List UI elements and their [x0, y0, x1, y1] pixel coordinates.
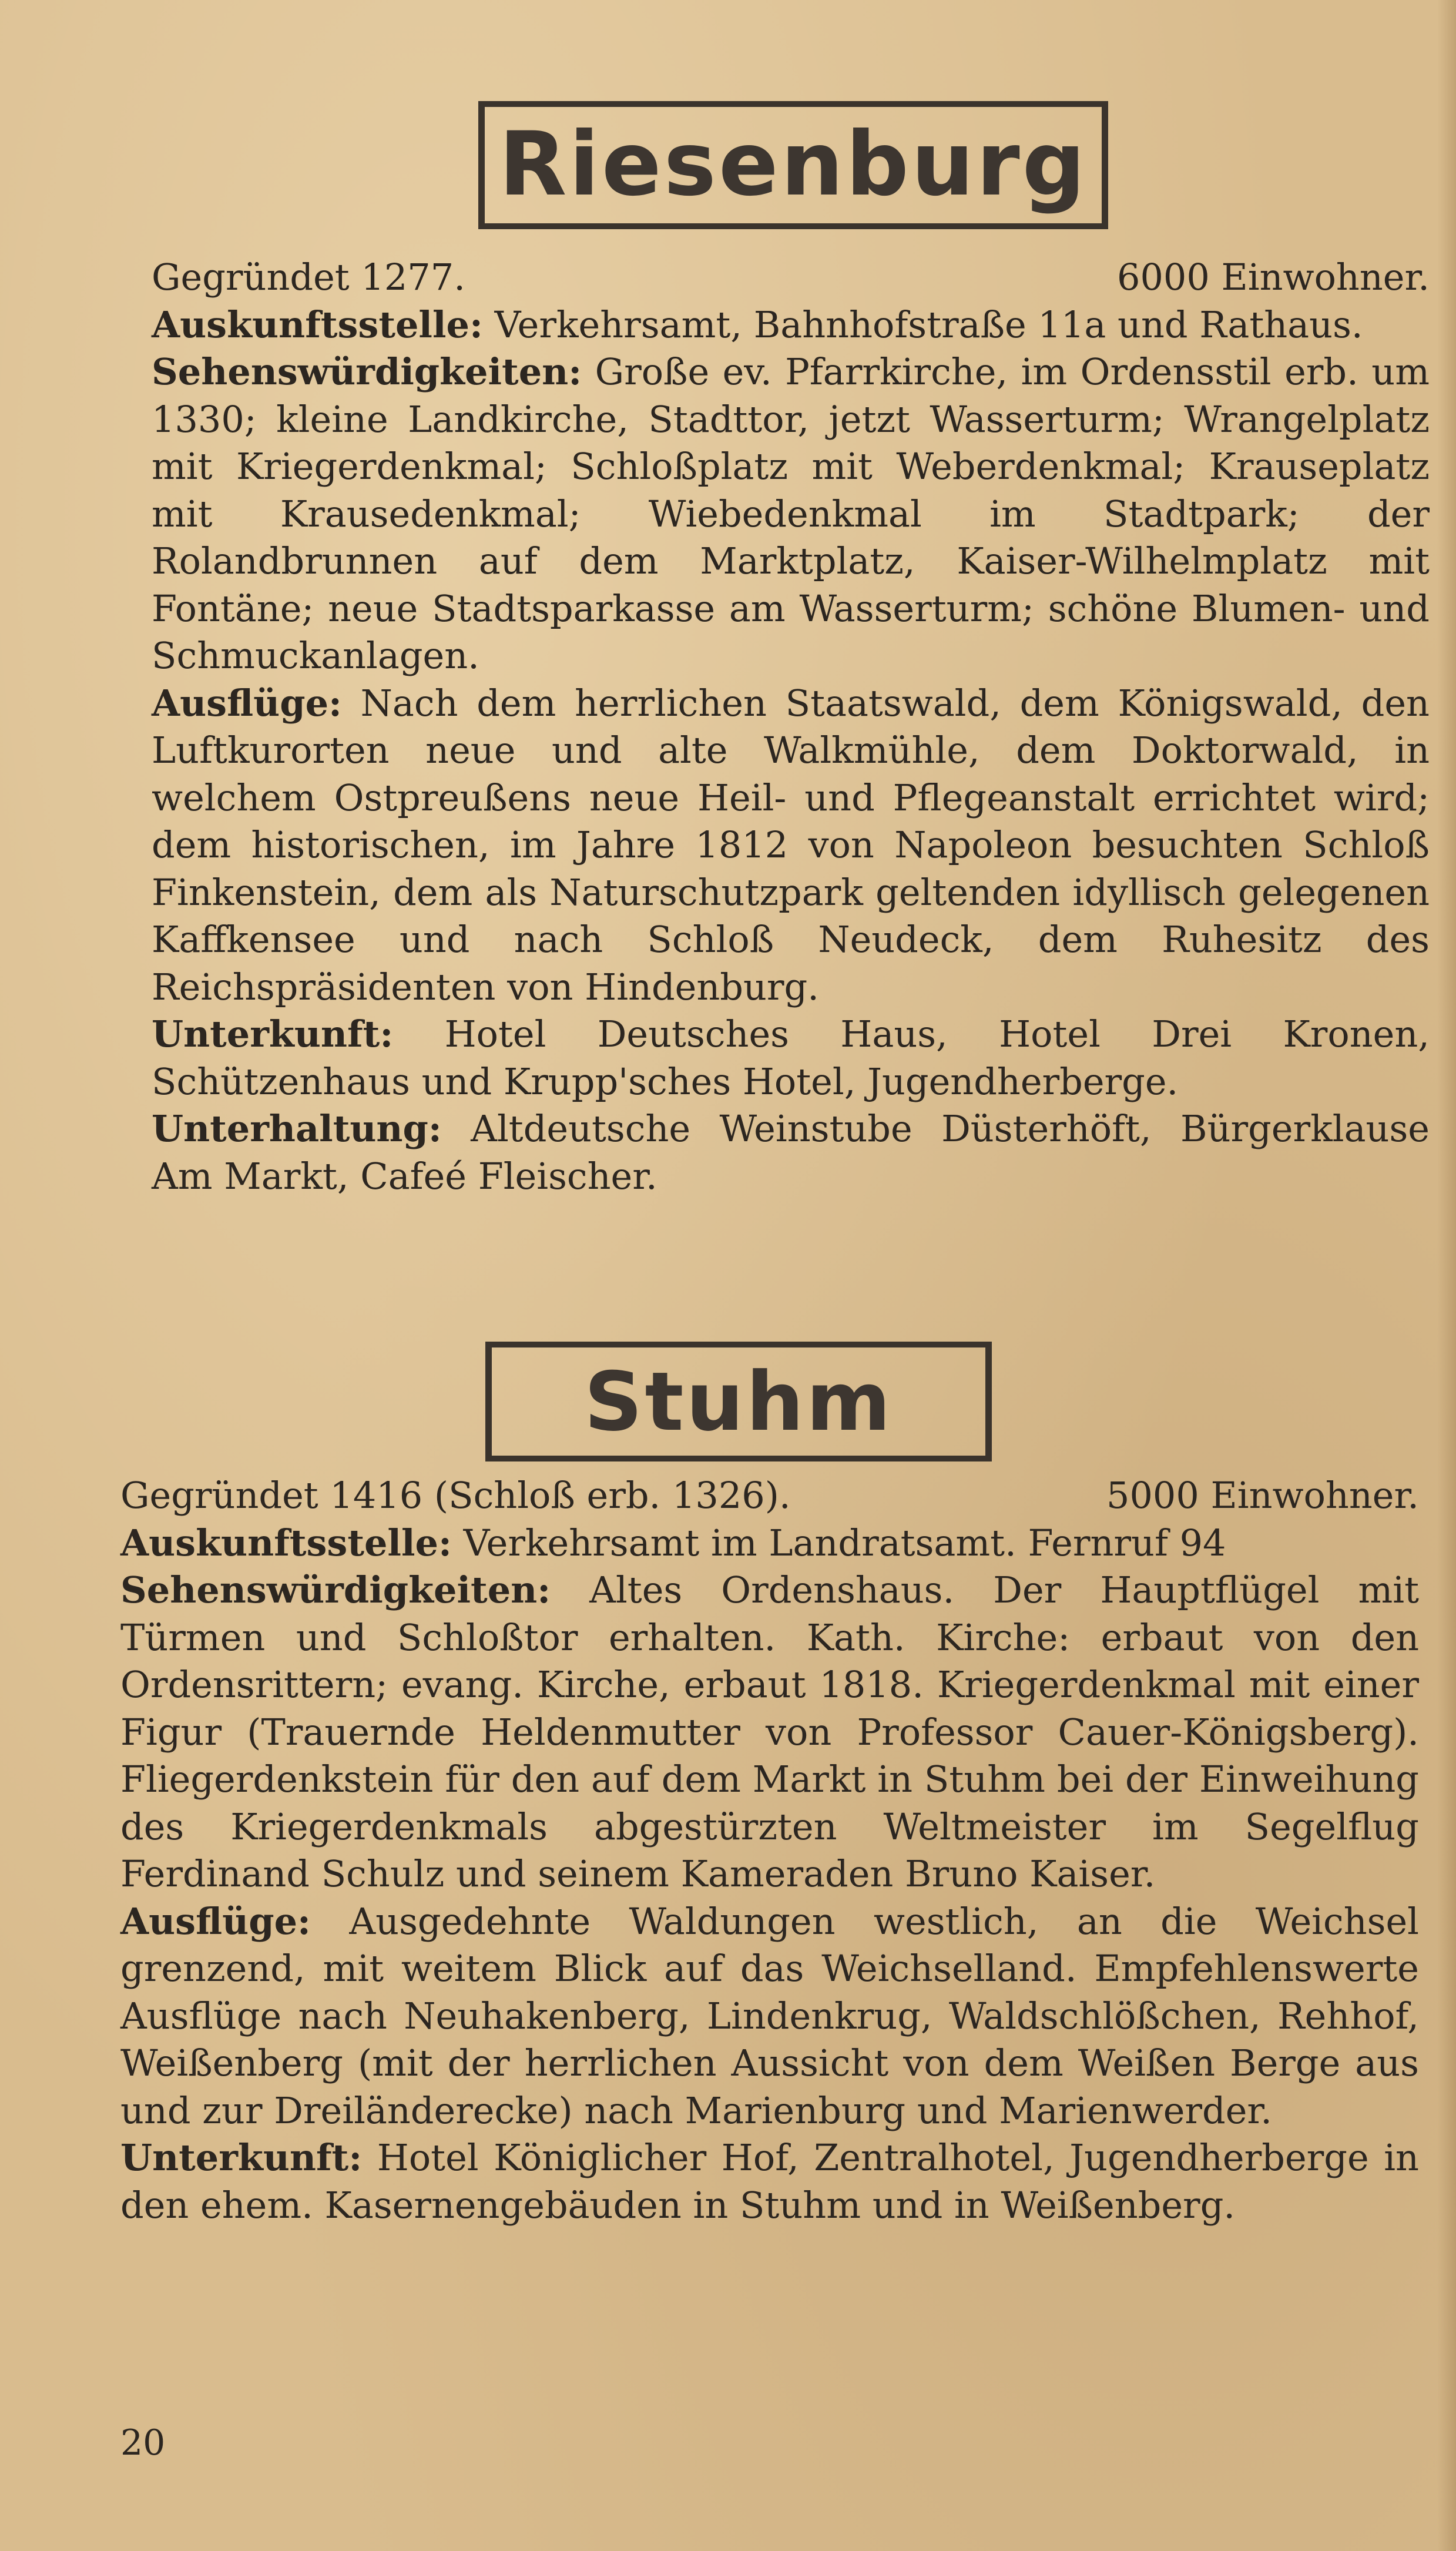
founding-row	[152, 254, 1430, 301]
entry-label: Auskunftsstelle:	[120, 1521, 452, 1564]
founding-row	[120, 1472, 1419, 1520]
entry-excursions	[152, 680, 1430, 1011]
entry-label: Sehenswürdigkeiten:	[120, 1568, 551, 1611]
page-number: 20	[120, 2422, 166, 2463]
entry-label: Ausflüge:	[120, 1899, 311, 1943]
founded-text: Gegründet 1416 (Schloß erb. 1326).	[120, 1474, 791, 1517]
entry-text: Altes Ordenshaus. Der Hauptflügel mit Türmen und Schloßtor erhalten. Kath. Kirche: erbaut von den Ordensrittern; evang. Kirche, erbaut 1818. Kriegerdenkmal mit einer Figur (Trauernde Heldenmutter von Professor Cauer-Königsberg). Fliegerdenkstein für den auf dem Markt in Stuhm bei der Einweihung des Kriegerdenkmals abgestürzten Weltmeister im Segelflug Ferdinand Schulz und seinem Kameraden Bruno Kaiser.	[120, 1568, 1419, 1895]
founded-text: Gegründet 1277.	[152, 256, 465, 299]
entry-label: Unterkunft:	[152, 1013, 394, 1055]
title-box-riesenburg	[478, 101, 1108, 229]
entry-label: Ausflüge:	[152, 681, 342, 725]
entry-entertainment	[152, 1105, 1430, 1200]
section-title: Riesenburg	[499, 113, 1088, 216]
section-riesenburg	[152, 254, 1430, 1200]
entry-text: Verkehrsamt, Bahnhofstraße 11a und Rathaus.	[494, 303, 1363, 346]
entry-text: Hotel Königlicher Hof, Zentralhotel, Jugendherberge in den ehem. Kasernengebäuden in Stuhm und in Weißenberg.	[120, 2136, 1419, 2227]
entry-text: Nach dem herrlichen Staatswald, dem Königswald, den Luftkurorten neue und alte Walkmühle, dem Doktorwald, in welchem Ostpreußens neue Heil- und Pflegeanstalt errichtet wird; dem historischen, im Jahre 1812 von Napoleon besuchten Schloß Finkenstein, dem als Naturschutzpark geltenden idyllisch gelegenen Kaffkensee und nach Schloß Neudeck, dem Ruhesitz des Reichspräsidenten von Hindenburg.	[152, 681, 1430, 1008]
entry-excursions	[120, 1898, 1419, 2135]
population-text: 6000 Einwohner.	[1117, 256, 1430, 299]
section-stuhm	[120, 1472, 1419, 2229]
population-text: 5000 Einwohner.	[1106, 1474, 1419, 1517]
entry-text: Hotel Deutsches Haus, Hotel Drei Kronen, Schützenhaus und Krupp'sches Hotel, Jugendherberge.	[152, 1013, 1430, 1103]
entry-label: Sehenswürdigkeiten:	[152, 350, 582, 393]
entry-sights	[120, 1567, 1419, 1898]
entry-accommodation	[152, 1011, 1430, 1105]
entry-label: Auskunftsstelle:	[152, 303, 483, 346]
entry-info-office	[120, 1520, 1419, 1567]
entry-label: Unterkunft:	[120, 2136, 363, 2179]
title-box-stuhm	[485, 1342, 992, 1461]
entry-text: Ausgedehnte Waldungen westlich, an die Weichsel grenzend, mit weitem Blick auf das Weichselland. Empfehlenswerte Ausflüge nach Neuhakenberg, Lindenkrug, Waldschlößchen, Rehhof, Weißenberg (mit der herrlichen Aussicht von dem Weißen Berge aus und zur Dreiländerecke) nach Marienburg und Marienwerder.	[120, 1899, 1419, 2132]
entry-label: Unterhaltung:	[152, 1107, 442, 1150]
entry-text: Altdeutsche Weinstube Düsterhöft, Bürgerklause Am Markt, Cafeé Fleischer.	[152, 1107, 1430, 1198]
page-edge-shadow	[1437, 0, 1456, 2551]
entry-text: Verkehrsamt im Landratsamt. Fernruf 94	[463, 1521, 1226, 1564]
entry-accommodation	[120, 2134, 1419, 2229]
section-title: Stuhm	[584, 1355, 893, 1449]
entry-sights	[152, 348, 1430, 680]
entry-info-office	[152, 301, 1430, 349]
entry-text: Große ev. Pfarrkirche, im Ordensstil erb. um 1330; kleine Landkirche, Stadttor, jetzt Wasserturm; Wrangelplatz mit Kriegerdenkmal; Schloßplatz mit Weberdenkmal; Krauseplatz mit Krausedenkmal; Wiebedenkmal im Stadtpark; der Rolandbrunnen auf dem Marktplatz, Kaiser-Wilhelmplatz mit Fontäne; neue Stadtsparkasse am Wasserturm; schöne Blumen- und Schmuckanlagen.	[152, 350, 1430, 677]
